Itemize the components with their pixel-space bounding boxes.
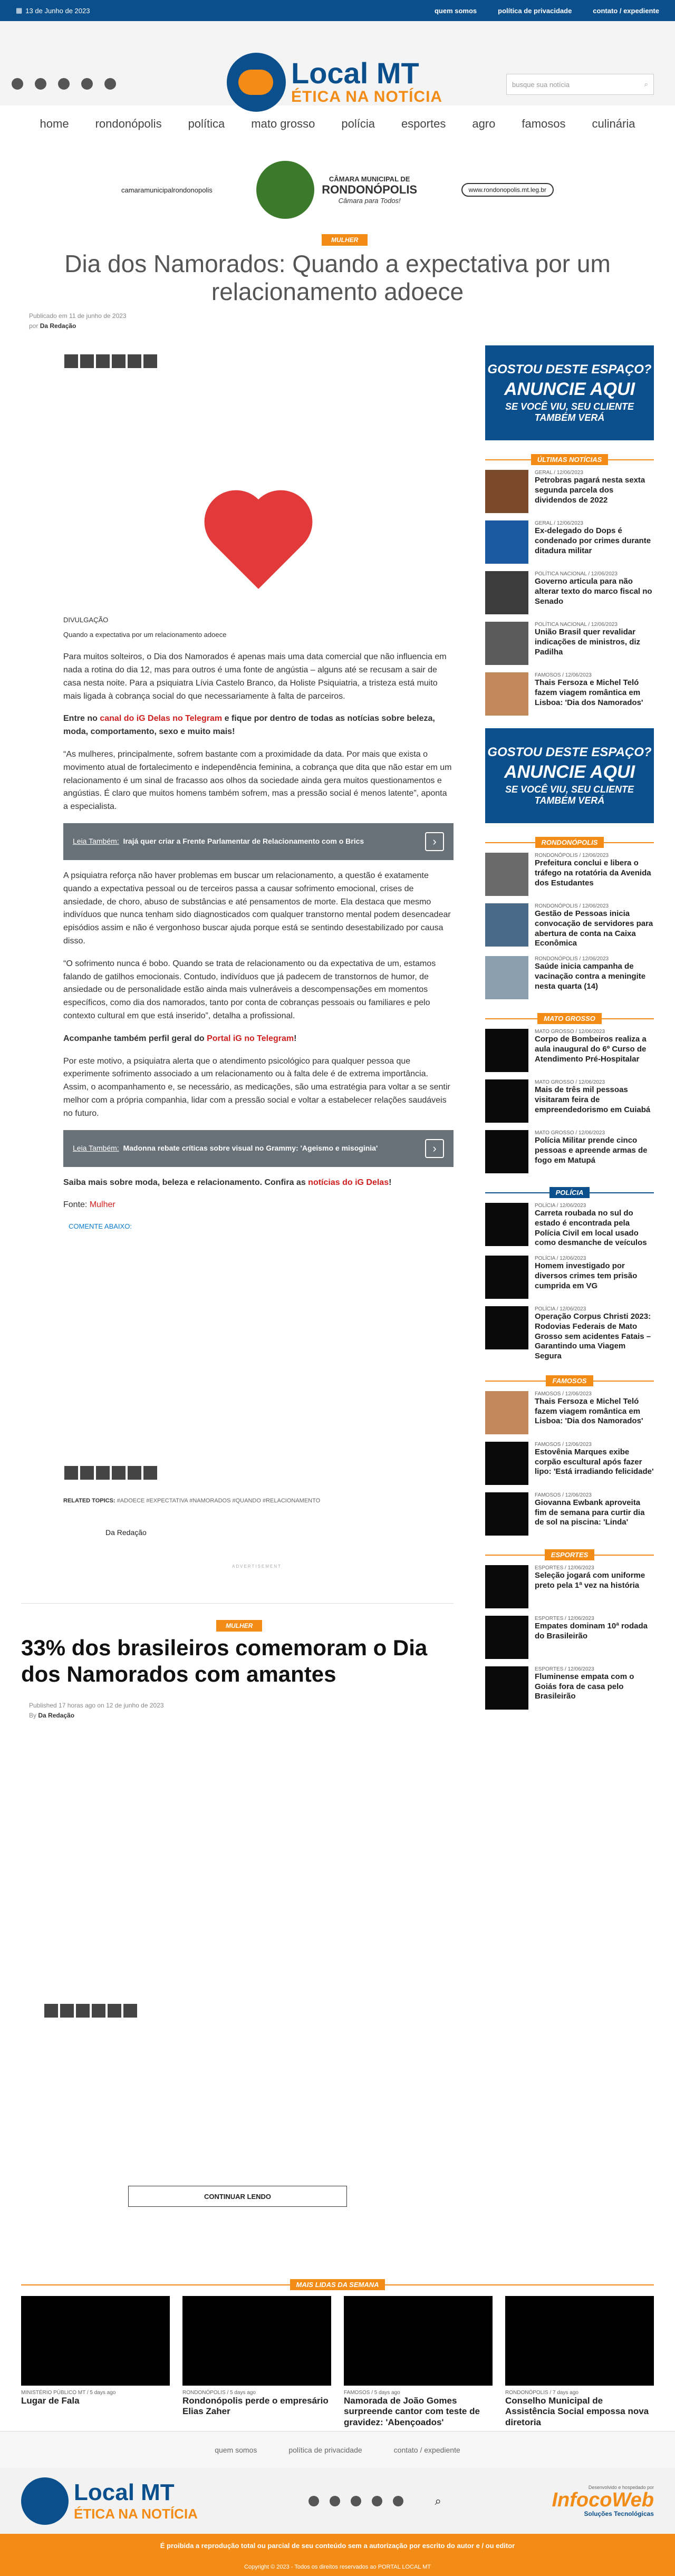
dev-label: Desenvolvido e hospedado por — [588, 2484, 654, 2490]
instagram-icon[interactable] — [58, 78, 70, 90]
item-meta: FAMOSOS / 5 days ago — [344, 2390, 400, 2396]
by-label: By — [29, 1712, 37, 1720]
portal-telegram-link[interactable]: Portal iG no Telegram — [207, 1034, 294, 1043]
list-item[interactable] — [485, 571, 654, 614]
text: Entre no — [63, 714, 98, 723]
nav-famosos[interactable]: famosos — [522, 117, 566, 130]
list-item[interactable] — [485, 1256, 654, 1299]
whatsapp-share-icon[interactable] — [44, 2004, 58, 2018]
top-bar — [0, 0, 675, 21]
ad-line3: SE VOCÊ VIU, SEU CLIENTE TAMBÉM VERÁ — [505, 784, 634, 806]
list-item[interactable] — [485, 1079, 654, 1123]
section-title: ESPORTES — [545, 1549, 595, 1560]
whatsapp-share-icon[interactable] — [64, 354, 78, 368]
item-title: Prefeitura conclui e libera o tráfego na rotatória da Avenida dos Estudantes — [535, 858, 651, 887]
logo-title: Local MT — [291, 56, 419, 90]
item-title: Fluminense empata com o Goiás fora de casa pelo Brasileirão — [535, 1672, 634, 1701]
whatsapp-share-icon[interactable] — [64, 1466, 78, 1480]
item-meta: RONDONÓPOLIS / 12/06/2023 — [535, 853, 609, 858]
thumbnail — [485, 1079, 528, 1123]
list-item[interactable] — [485, 1492, 654, 1536]
item-meta: RONDONÓPOLIS / 5 days ago — [182, 2390, 256, 2396]
thumbnail — [182, 2296, 331, 2386]
item-meta: FAMOSOS / 12/06/2023 — [535, 1391, 592, 1397]
ad-line3: SE VOCÊ VIU, SEU CLIENTE TAMBÉM VERÁ — [505, 401, 634, 423]
copyright: Copyright © 2023 - Todos os direitos reservados ao PORTAL LOCAL MT — [0, 2558, 675, 2576]
thumbnail — [485, 956, 528, 999]
category-badge[interactable]: MULHER — [322, 234, 368, 246]
item-meta: POLÍCIA / 12/06/2023 — [535, 1256, 586, 1261]
nav-policia[interactable]: polícia — [341, 117, 375, 130]
logo-subtitle: ÉTICA NA NOTÍCIA — [291, 88, 443, 105]
hero-image — [63, 391, 454, 607]
item-title: Homem investigado por diversos crimes tem prisão cumprida em VG — [535, 1261, 638, 1290]
chevron-right-icon[interactable]: › — [425, 1139, 444, 1158]
item-meta: POLÍTICA NACIONAL / 12/06/2023 — [535, 571, 618, 577]
search-input[interactable] — [506, 74, 654, 95]
thumbnail — [485, 853, 528, 896]
article-body — [63, 391, 454, 1241]
item-title: Governo articula para não alterar texto do marco fiscal no Senado — [535, 577, 652, 606]
more-share-icon[interactable] — [143, 1466, 157, 1480]
facebook-share-icon[interactable] — [80, 1466, 94, 1480]
date — [16, 6, 90, 15]
item-meta: POLÍTICA NACIONAL / 12/06/2023 — [535, 622, 618, 628]
divider — [21, 1603, 454, 1604]
item-title: Rondonópolis perde o empresário Elias Zaher — [182, 2396, 329, 2417]
item-meta: POLÍCIA / 12/06/2023 — [535, 1306, 586, 1312]
continue-reading-button[interactable]: CONTINUAR LENDO — [128, 2186, 347, 2207]
nav-culinaria[interactable]: culinária — [592, 117, 635, 130]
thumbnail — [485, 1442, 528, 1485]
section-ultimas — [485, 452, 654, 464]
search-icon[interactable]: ⌕ — [644, 80, 648, 88]
footer-nav — [0, 2431, 675, 2468]
next-author[interactable]: Da Redação — [38, 1712, 75, 1720]
thumbnail — [21, 2296, 170, 2386]
item-meta: ESPORTES / 12/06/2023 — [535, 1565, 594, 1571]
banner-handle: camaramunicipalrondonopolis — [121, 186, 213, 194]
ig-delas-link[interactable]: notícias do iG Delas — [308, 1178, 389, 1187]
facebook-share-icon[interactable] — [80, 354, 94, 368]
more-share-icon[interactable] — [123, 2004, 137, 2018]
item-meta: POLÍCIA / 12/06/2023 — [535, 1203, 586, 1209]
messenger-share-icon[interactable] — [92, 2004, 105, 2018]
logo-bubble-icon — [227, 53, 286, 112]
site-logo[interactable] — [227, 53, 442, 112]
text: Acompanhe também perfil geral do — [63, 1034, 205, 1043]
paragraph — [63, 1176, 454, 1190]
thumbnail — [344, 2296, 493, 2386]
dev-name: InfocoWeb — [552, 2488, 654, 2511]
list-item[interactable] — [485, 470, 654, 513]
sidebar-ad[interactable] — [485, 345, 654, 440]
text: ! — [294, 1034, 297, 1043]
thumbnail — [485, 470, 528, 513]
item-title: Giovanna Ewbank aproveita fim de semana para curtir dia de sol na piscina: 'Linda' — [535, 1498, 645, 1527]
telegram-link[interactable]: canal do iG Delas no Telegram — [100, 714, 223, 723]
ad-banner-camara[interactable] — [79, 158, 596, 221]
chevron-right-icon[interactable]: › — [425, 832, 444, 851]
section-title: MATO GROSSO — [537, 1013, 602, 1024]
item-meta: MATO GROSSO / 12/06/2023 — [535, 1130, 605, 1136]
search-placeholder: busque sua notícia — [512, 80, 570, 89]
most-read-item[interactable] — [505, 2296, 654, 2428]
footer-logo[interactable] — [21, 2477, 198, 2525]
thumbnail — [485, 622, 528, 665]
item-title: Operação Corpus Christi 2023: Rodovias Federais de Mato Grosso sem acidentes Fatais – Garantindo uma Viagem Segura — [535, 1312, 651, 1361]
heart-icon — [214, 499, 303, 589]
read-also-box[interactable] — [63, 1130, 454, 1167]
next-category-badge[interactable]: MULHER — [216, 1620, 262, 1632]
read-also-title: Irajá quer criar a Frente Parlamentar de Relacionamento com o Brics — [123, 837, 364, 846]
article-title: Dia dos Namorados: Quando a expectativa por um relacionamento adoece — [64, 250, 611, 305]
nav-rondonopolis[interactable]: rondonópolis — [95, 117, 162, 130]
tags-label: RELATED TOPICS: — [63, 1498, 115, 1504]
image-caption: Quando a expectativa por um relacionamento adoece — [63, 631, 227, 639]
footer — [0, 2468, 675, 2534]
next-published: Published 17 horas ago on 12 de junho de 2023 — [29, 1702, 164, 1709]
messenger-share-icon[interactable] — [112, 354, 126, 368]
item-title: Empates dominam 10ª rodada do Brasileirão — [535, 1621, 648, 1641]
share-bar — [64, 354, 157, 368]
image-credit: DIVULGAÇÃO — [63, 616, 109, 624]
next-article-meta — [29, 1701, 164, 1721]
item-title: Saúde inicia campanha de vacinação contra a meningite nesta quarta (14) — [535, 962, 646, 991]
section-esportes — [485, 1547, 654, 1559]
source-label: Fonte: — [63, 1200, 88, 1210]
calendar-icon: ▦ — [16, 6, 23, 14]
list-item[interactable] — [485, 1666, 654, 1710]
share-bar-bottom — [64, 1466, 157, 1480]
comments-heading: COMENTE ABAIXO: — [69, 1222, 132, 1231]
list-item[interactable] — [485, 1391, 654, 1434]
link-privacidade[interactable]: política de privacidade — [498, 6, 572, 15]
section-mato-grosso — [485, 1011, 654, 1022]
twitter-share-icon[interactable] — [96, 1466, 110, 1480]
list-item[interactable] — [485, 853, 654, 896]
list-item[interactable] — [485, 1306, 654, 1362]
item-title: Gestão de Pessoas inicia convocação de servidores para abertura de conta na Caixa Econômica — [535, 909, 653, 948]
logo-bubble-icon — [21, 2477, 69, 2525]
item-meta: MATO GROSSO / 12/06/2023 — [535, 1079, 605, 1085]
list-item[interactable] — [485, 903, 654, 949]
item-title: Lugar de Fala — [21, 2396, 80, 2406]
more-share-icon[interactable] — [143, 354, 157, 368]
text: ! — [389, 1178, 392, 1187]
logo-title: Local MT — [74, 2479, 175, 2505]
youtube-icon[interactable] — [81, 78, 93, 90]
most-read-item[interactable] — [21, 2296, 170, 2428]
twitter-share-icon[interactable] — [96, 354, 110, 368]
ad-label: ADVERTISEMENT — [232, 1564, 282, 1569]
section-title: POLÍCIA — [549, 1187, 590, 1198]
list-item[interactable] — [485, 1029, 654, 1072]
item-title: Thais Fersoza e Michel Teló fazem viagem romântica em Lisboa: 'Dia dos Namorados' — [535, 678, 643, 707]
paragraph: Por este motivo, a psiquiatra alerta que o atendimento psicológico para qualquer pessoa que experimente sofrimento associado a um relacionamento ou à falta dele é de extrema importância. Assim, o acompanhamento e, se necessário, as medicações, são uma estratégia para voltar a se sentir melhor com a própria companhia, lidar com a pressão social e voltar a estabelecer relações saudáveis no futuro. — [63, 1056, 450, 1118]
list-item[interactable] — [485, 1565, 654, 1608]
footer-link-privacidade[interactable]: política de privacidade — [288, 2445, 362, 2454]
paragraph: “As mulheres, principalmente, sofrem bastante com a proximidade da data. Por mais que exista o movimento atual de fortalecimento e independência feminina, a cobrança que dita que não estar em um relacionamento é um sinal de fracasso aos olhos da sociedade ainda gera muitos questionamentos e angústias. É claro que muitos homens também sofrem, mas a pressão social é menos latente”, aponta a especialista. — [63, 750, 452, 812]
paragraph: Para muitos solteiros, o Dia dos Namorados é apenas mais uma data comercial que não influencia em nada a rotina do dia 12, mas para outros é uma fonte de angústia – alguns até se recusam a sair de casa nesta noite. Para a psiquiatra Lívia Castelo Branco, da Holiste Psiquiatria, a tristeza está muito mais ligada à cobrança social do que necessariamente à falta de parceiros. — [63, 652, 447, 701]
sidebar-ad-2[interactable] — [485, 728, 654, 823]
list-item[interactable] — [485, 956, 654, 999]
item-meta: FAMOSOS / 12/06/2023 — [535, 1441, 592, 1448]
paragraph — [63, 712, 454, 739]
facebook-icon[interactable] — [12, 78, 23, 90]
thumbnail — [485, 1029, 528, 1072]
item-meta: ESPORTES / 12/06/2023 — [535, 1666, 594, 1672]
paragraph: A psiquiatra reforça não haver problemas em buscar um relacionamento, a questão é exatamente quando a expectativa pessoal ou de terceiros passa a causar sofrimento emocional, crises de ansiedade, de choro, abuso de substâncias e até pensamentos de morte. Ela destaca que mesmo indivíduos que nunca tenham sido diagnosticados com qualquer transtorno mental podem desencadear episódios assim e não é vergonhoso buscar ajuda porque está se sentindo desestabilizado por causa disso. — [63, 871, 451, 946]
list-item[interactable] — [485, 672, 654, 716]
list-item[interactable] — [485, 1616, 654, 1659]
section-title: FAMOSOS — [546, 1375, 593, 1386]
published-date: Publicado em 11 de junho de 2023 — [29, 312, 127, 320]
paragraph — [63, 1033, 454, 1046]
link-quem-somos[interactable]: quem somos — [434, 6, 477, 15]
thumbnail — [485, 1666, 528, 1710]
footer-social — [308, 2494, 441, 2508]
item-meta: FAMOSOS / 12/06/2023 — [535, 672, 592, 678]
item-meta: ESPORTES / 12/06/2023 — [535, 1615, 594, 1622]
social-links — [12, 78, 116, 90]
author-box[interactable]: Da Redação — [105, 1528, 147, 1537]
item-meta: FAMOSOS / 12/06/2023 — [535, 1492, 592, 1498]
footer-notice: É proibida a reprodução total ou parcial de seu conteúdo sem a autorização por escrito do autor e / ou editor — [0, 2534, 675, 2558]
item-title: Carreta roubada no sul do estado é encontrada pela Polícia Civil em local usado como desmanche de veículos — [535, 1209, 647, 1248]
list-item[interactable] — [485, 622, 654, 665]
text: Saiba mais sobre moda, beleza e relacionamento. Confira as — [63, 1178, 306, 1187]
share-bar-next — [44, 2004, 137, 2018]
facebook-icon[interactable] — [308, 2496, 319, 2506]
date-text: 13 de Junho de 2023 — [25, 6, 90, 15]
youtube-icon[interactable] — [372, 2496, 382, 2506]
ad-line2: ANUNCIE AQUI — [504, 762, 635, 782]
read-also-title: Madonna rebate críticas sobre visual no Grammy: 'Ageismo e misoginia' — [123, 1143, 378, 1152]
item-meta: GERAL / 12/06/2023 — [535, 520, 583, 526]
ad-line2: ANUNCIE AQUI — [504, 379, 635, 399]
author-link[interactable]: Da Redação — [40, 322, 76, 330]
footer-link-quem-somos[interactable]: quem somos — [215, 2445, 257, 2454]
list-item[interactable] — [485, 1130, 654, 1173]
ad-line1: GOSTOU DESTE ESPAÇO? — [487, 362, 652, 377]
link-contato[interactable]: contato / expediente — [593, 6, 659, 15]
thumbnail — [485, 1256, 528, 1299]
list-item[interactable] — [485, 520, 654, 564]
section-famosos — [485, 1373, 654, 1385]
item-title: Petrobras pagará nesta sexta segunda parcela dos dividendos de 2022 — [535, 476, 645, 505]
thumbnail — [485, 672, 528, 716]
logo-subtitle: ÉTICA NA NOTÍCIA — [74, 2506, 198, 2522]
sidebar — [485, 345, 654, 1717]
next-article-title[interactable]: 33% dos brasileiros comemoram o Dia dos Namorados com amantes — [21, 1635, 428, 1687]
twitter-icon[interactable] — [330, 2496, 340, 2506]
read-also-label: Leia Também: — [73, 1143, 119, 1152]
section-title: RONDONÓPOLIS — [535, 837, 604, 848]
developer-credit[interactable] — [552, 2485, 654, 2517]
whatsapp-icon[interactable] — [104, 78, 116, 90]
thumbnail — [485, 1203, 528, 1246]
item-meta: MINISTÉRIO PÚBLICO MT / 5 days ago — [21, 2390, 116, 2396]
thumbnail — [485, 571, 528, 614]
banner-slogan: Câmara para Todos! — [338, 197, 401, 205]
most-read-section — [21, 2277, 654, 2428]
most-read-item[interactable] — [344, 2296, 493, 2428]
thumbnail — [485, 1130, 528, 1173]
item-title: Conselho Municipal de Assistência Social empossa nova diretoria — [505, 2396, 649, 2427]
linkedin-share-icon[interactable] — [128, 1466, 141, 1480]
source-link[interactable]: Mulher — [89, 1200, 115, 1210]
item-title: Corpo de Bombeiros realiza a aula inaugural do 6º Curso de Atendimento Pré-Hospitalar — [535, 1035, 647, 1064]
search-icon[interactable]: ⌕ — [435, 2494, 441, 2507]
ad-line1: GOSTOU DESTE ESPAÇO? — [487, 745, 652, 759]
item-meta: RONDONÓPOLIS / 12/06/2023 — [535, 956, 609, 962]
seal-icon — [256, 161, 314, 219]
banner-camara-title: CÂMARA MUNICIPAL DE — [329, 175, 410, 183]
article-meta — [29, 311, 127, 331]
item-title: Ex-delegado do Dops é condenado por crimes durante ditadura militar — [535, 526, 651, 555]
paragraph: “O sofrimento nunca é bobo. Quando se trata de relacionamento ou da expectativa de um, estamos falando de gatilhos emocionais. Contudo, indivíduos que já padecem de transtornos de humor, de ansiedade ou de personalidade estão ainda mais vulneráveis a descompensações em momentos específicos, como dia dos namorados, tanto por conta de cobranças pessoais ou familiares e pelo contexto cultural em que está inserido”, detalha a profissional. — [63, 959, 436, 1021]
item-title: Seleção jogará com uniforme preto pela 1ª vez na história — [535, 1570, 645, 1590]
dev-sub: Soluções Tecnológicas — [584, 2510, 654, 2517]
linkedin-share-icon[interactable] — [108, 2004, 121, 2018]
instagram-icon[interactable] — [351, 2496, 361, 2506]
thumbnail — [485, 1616, 528, 1659]
section-title: ÚLTIMAS NOTÍCIAS — [531, 454, 609, 465]
nav-esportes[interactable]: esportes — [401, 117, 446, 130]
item-title: Namorada de João Gomes surpreende cantor com teste de gravidez: 'Abençoados' — [344, 2396, 480, 2427]
top-links — [435, 7, 659, 15]
section-policia — [485, 1185, 654, 1197]
text: e fique por dentro de todas as notícias sobre beleza, moda, comportamento, sexo e muito mais! — [63, 714, 435, 737]
header — [0, 21, 675, 105]
read-also-box[interactable] — [63, 823, 454, 860]
item-title: Estovênia Marques exibe corpão escultural após fazer lipo: 'Está irradiando felicidade' — [535, 1447, 654, 1477]
section-title: MAIS LIDAS DA SEMANA — [290, 2279, 385, 2290]
footer-link-contato[interactable]: contato / expediente — [393, 2445, 460, 2454]
list-item[interactable] — [485, 1203, 654, 1248]
thumbnail — [485, 1492, 528, 1536]
item-meta: MATO GROSSO / 12/06/2023 — [535, 1029, 605, 1035]
tags-list[interactable]: #ADOECE #EXPECTATIVA #NAMORADOS #QUANDO #RELACIONAMENTO — [117, 1498, 321, 1504]
linkedin-share-icon[interactable] — [128, 354, 141, 368]
whatsapp-icon[interactable] — [393, 2496, 403, 2506]
nav-agro[interactable]: agro — [472, 117, 496, 130]
banner-camara-city: RONDONÓPOLIS — [322, 183, 418, 196]
item-title: Polícia Militar prende cinco pessoas e apreende armas de fogo em Matupá — [535, 1136, 648, 1165]
most-read-item[interactable] — [182, 2296, 331, 2428]
item-title: União Brasil quer revalidar indicações de ministros, diz Padilha — [535, 628, 641, 657]
twitter-icon[interactable] — [35, 78, 46, 90]
read-also-label: Leia Também: — [73, 837, 119, 846]
thumbnail — [485, 903, 528, 947]
twitter-share-icon[interactable] — [76, 2004, 90, 2018]
item-title: Thais Fersoza e Michel Teló fazem viagem romântica em Lisboa: 'Dia dos Namorados' — [535, 1396, 643, 1426]
item-title: Mais de três mil pessoas visitaram feira de empreendedorismo em Cuiabá — [535, 1085, 651, 1114]
by-label: por — [29, 322, 38, 330]
most-read-heading — [21, 2277, 654, 2289]
banner-url: www.rondonopolis.mt.leg.br — [461, 183, 554, 197]
item-meta: RONDONÓPOLIS / 12/06/2023 — [535, 903, 609, 909]
thumbnail — [485, 1565, 528, 1608]
item-meta: GERAL / 12/06/2023 — [535, 470, 583, 476]
nav-politica[interactable]: política — [188, 117, 225, 130]
thumbnail — [485, 520, 528, 564]
nav-home[interactable]: home — [40, 117, 69, 130]
section-rondonopolis — [485, 835, 654, 846]
nav-mato-grosso[interactable]: mato grosso — [251, 117, 315, 130]
related-topics — [63, 1498, 320, 1504]
facebook-share-icon[interactable] — [60, 2004, 74, 2018]
list-item[interactable] — [485, 1442, 654, 1485]
item-meta: RONDONÓPOLIS / 7 days ago — [505, 2390, 578, 2396]
messenger-share-icon[interactable] — [112, 1466, 126, 1480]
thumbnail — [505, 2296, 654, 2386]
thumbnail — [485, 1391, 528, 1434]
thumbnail — [485, 1306, 528, 1349]
